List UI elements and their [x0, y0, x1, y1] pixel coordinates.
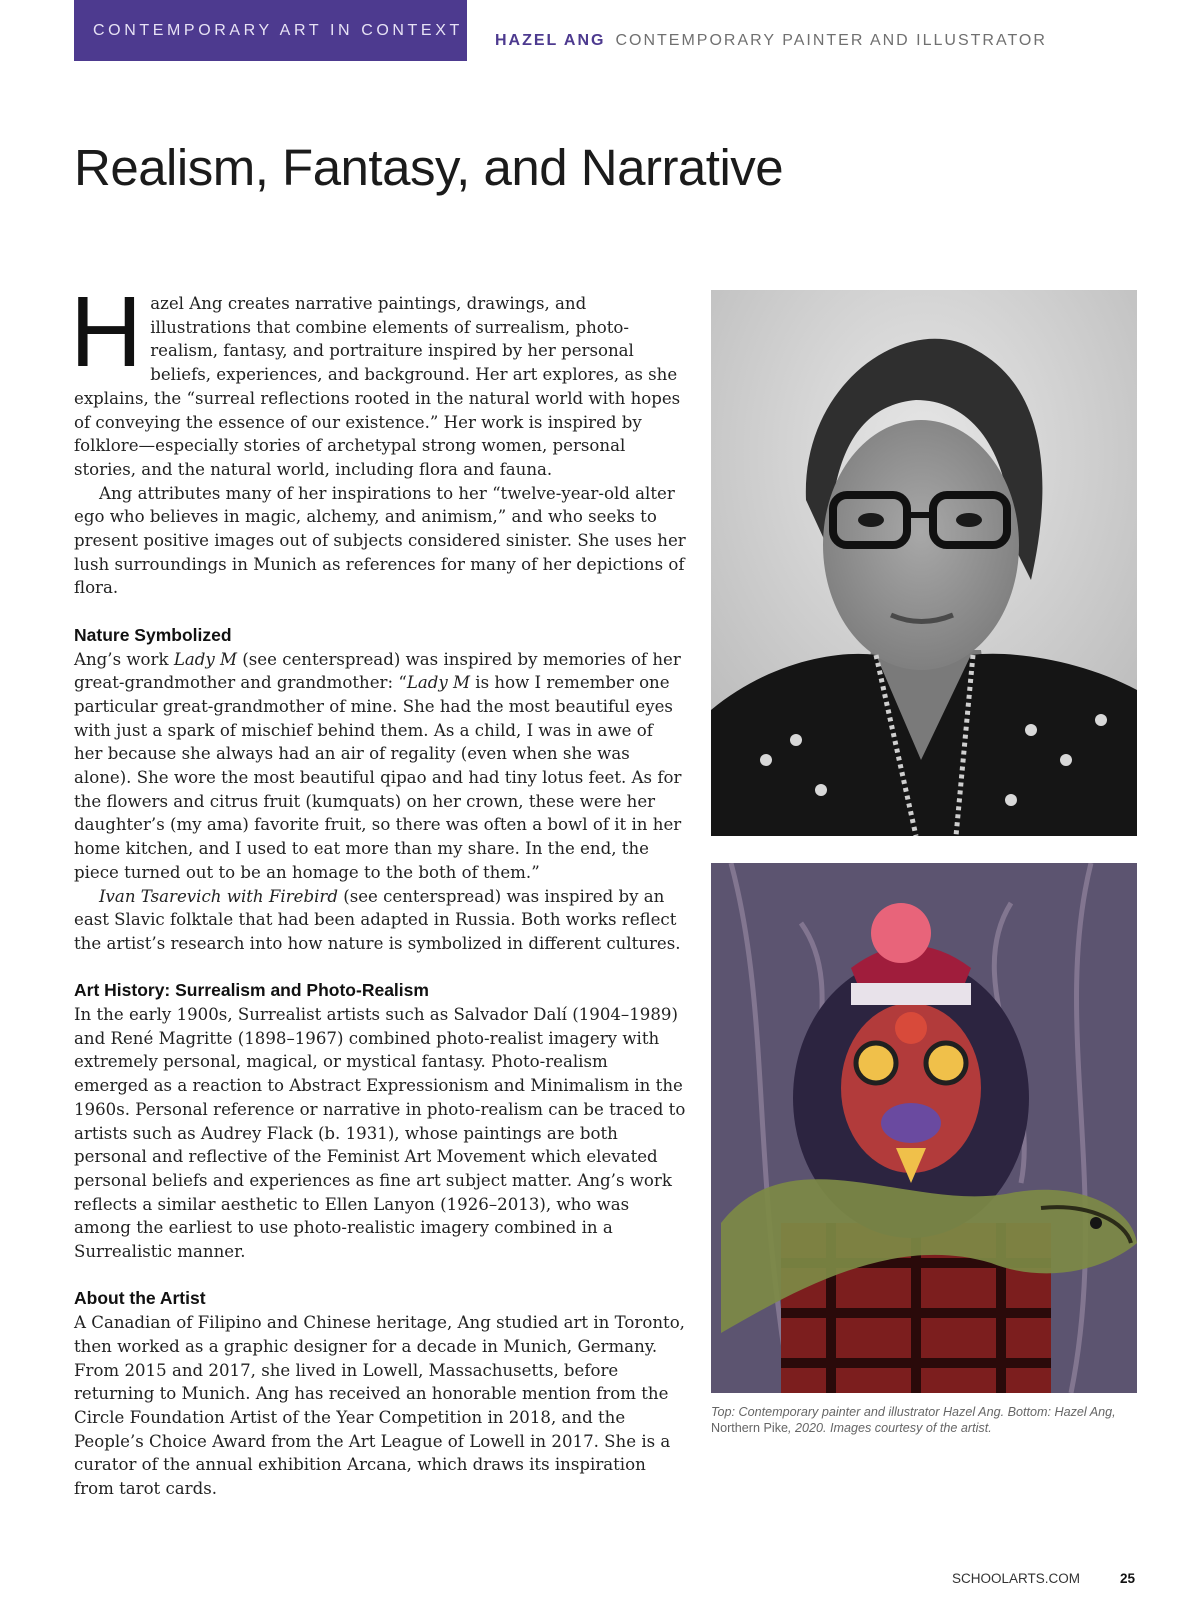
footer-site-url: SCHOOLARTS.COM — [952, 1571, 1081, 1586]
page-number: 25 — [1120, 1571, 1136, 1586]
nature-p1-a: Ang’s work — [74, 649, 174, 669]
section-label — [74, 0, 467, 61]
article-body — [70, 276, 686, 1501]
nature-paragraph-2 — [74, 885, 686, 956]
artwork-title-lady-m-quote: Lady M — [406, 673, 471, 693]
artist-name: HAZEL ANG — [495, 32, 606, 49]
history-paragraph: In the early 1900s, Surrealist artists such as Salvador Dalí (1904–1989) and René Magritte (1898–1967) combined photo-realist imagery with extremely personal, magical, or mystical fantasy. Photo-realism emerged as a reaction to Abstract Expressionism and Minimalism in the 1960s. Personal reference or narrative in photo-realism can be traced to artists such as Audrey Flack (b. 1931), whose paintings are both personal and reflective of the Feminist Art Movement which elevated personal beliefs and experiences as fine art subject matter. Ang’s work reflects a similar aesthetic to Ellen Lanyon (1926–2013), who was among the earliest to use photo-realistic imagery combined in a Surrealistic manner. — [74, 1005, 686, 1262]
running-head — [495, 32, 1047, 50]
northern-pike-painting — [711, 863, 1137, 1393]
northern-pike-illustration — [711, 863, 1137, 1393]
nature-p2-rest: (see centerspread) was inspired by an east Slavic folktale that had been adapted in Russia. Both works reflect the artist’s research into how nature is symbolized in different cultures. — [74, 886, 681, 953]
caption-text-1: Top: Contemporary painter and illustrator Hazel Ang. Bottom: Hazel Ang, — [711, 1405, 1116, 1419]
caption-text-2: , 2020. Images courtesy of the artist. — [788, 1421, 992, 1435]
artist-portrait-illustration — [711, 290, 1137, 836]
section-label-text: CONTEMPORARY ART IN CONTEXT — [93, 21, 463, 39]
intro-paragraph-1-text: azel Ang creates narrative paintings, drawings, and illustrations that combine elements of surrealism, photo-realism, fantasy, and portraiture inspired by her personal beliefs, experiences, and background. Her art explores, as she explains, the “surreal reflections rooted in the natural world with hopes of conveying the essence of our existence.” Her work is inspired by folklore—especially stories of archetypal strong women, personal stories, and the natural world, including flora and fauna. — [74, 294, 681, 479]
artist-portrait-photo — [711, 290, 1137, 836]
image-caption — [711, 1404, 1141, 1436]
caption-artwork-title: Northern Pike — [711, 1421, 788, 1435]
heading-about-artist: About the Artist — [74, 1288, 206, 1309]
nature-paragraph-1 — [74, 648, 686, 885]
intro-paragraph-1 — [70, 276, 686, 482]
nature-p1-b: (see centerspread) was inspired by memories of her great-grandmother and grandmother: “ — [74, 649, 681, 693]
nature-p1-c: is how I remember one particular great-grandmother of mine. She had the most beautiful eyes with just a spark of mischief behind them. As a child, I was in awe of her because she always had an air of regality (even when she was alone). She wore the most beautiful qipao and had tiny lotus feet. As for the flowers and citrus fruit (kumquats) on her crown, these were her daughter’s (my ama) favorite fruit, so there was often a bowl of it in her home kitchen, and I used to eat more than my share. In the end, the piece turned out to be an homage to the both of them.” — [74, 673, 682, 882]
about-paragraph: A Canadian of Filipino and Chinese heritage, Ang studied art in Toronto, then worked as a graphic designer for a decade in Munich, Germany. From 2015 and 2017, she lived in Lowell, Massachusetts, before returning to Munich. Ang has received an honorable mention from the Circle Foundation Artist of the Year Competition in 2018, and the People’s Choice Award from the Art League of Lowell in 2017. She is a curator of the annual exhibition Arcana, which draws its inspiration from tarot cards. — [74, 1313, 685, 1499]
heading-art-history: Art History: Surrealism and Photo-Realism — [74, 980, 429, 1001]
artwork-title-lady-m: Lady M — [173, 649, 238, 669]
drop-cap: H — [70, 276, 143, 388]
heading-nature-symbolized: Nature Symbolized — [74, 624, 232, 645]
intro-paragraph-2: Ang attributes many of her inspirations to her “twelve-year-old alter ego who believes in magic, alchemy, and animism,” and who seeks to present positive images out of subjects considered sinister. She uses her lush surroundings in Munich as references for many of her depictions of flora. — [74, 483, 686, 598]
artwork-title-ivan: Ivan Tsarevich with Firebird — [99, 886, 338, 906]
article-title: Realism, Fantasy, and Narrative — [74, 139, 784, 196]
artist-role: CONTEMPORARY PAINTER AND ILLUSTRATOR — [615, 32, 1047, 49]
